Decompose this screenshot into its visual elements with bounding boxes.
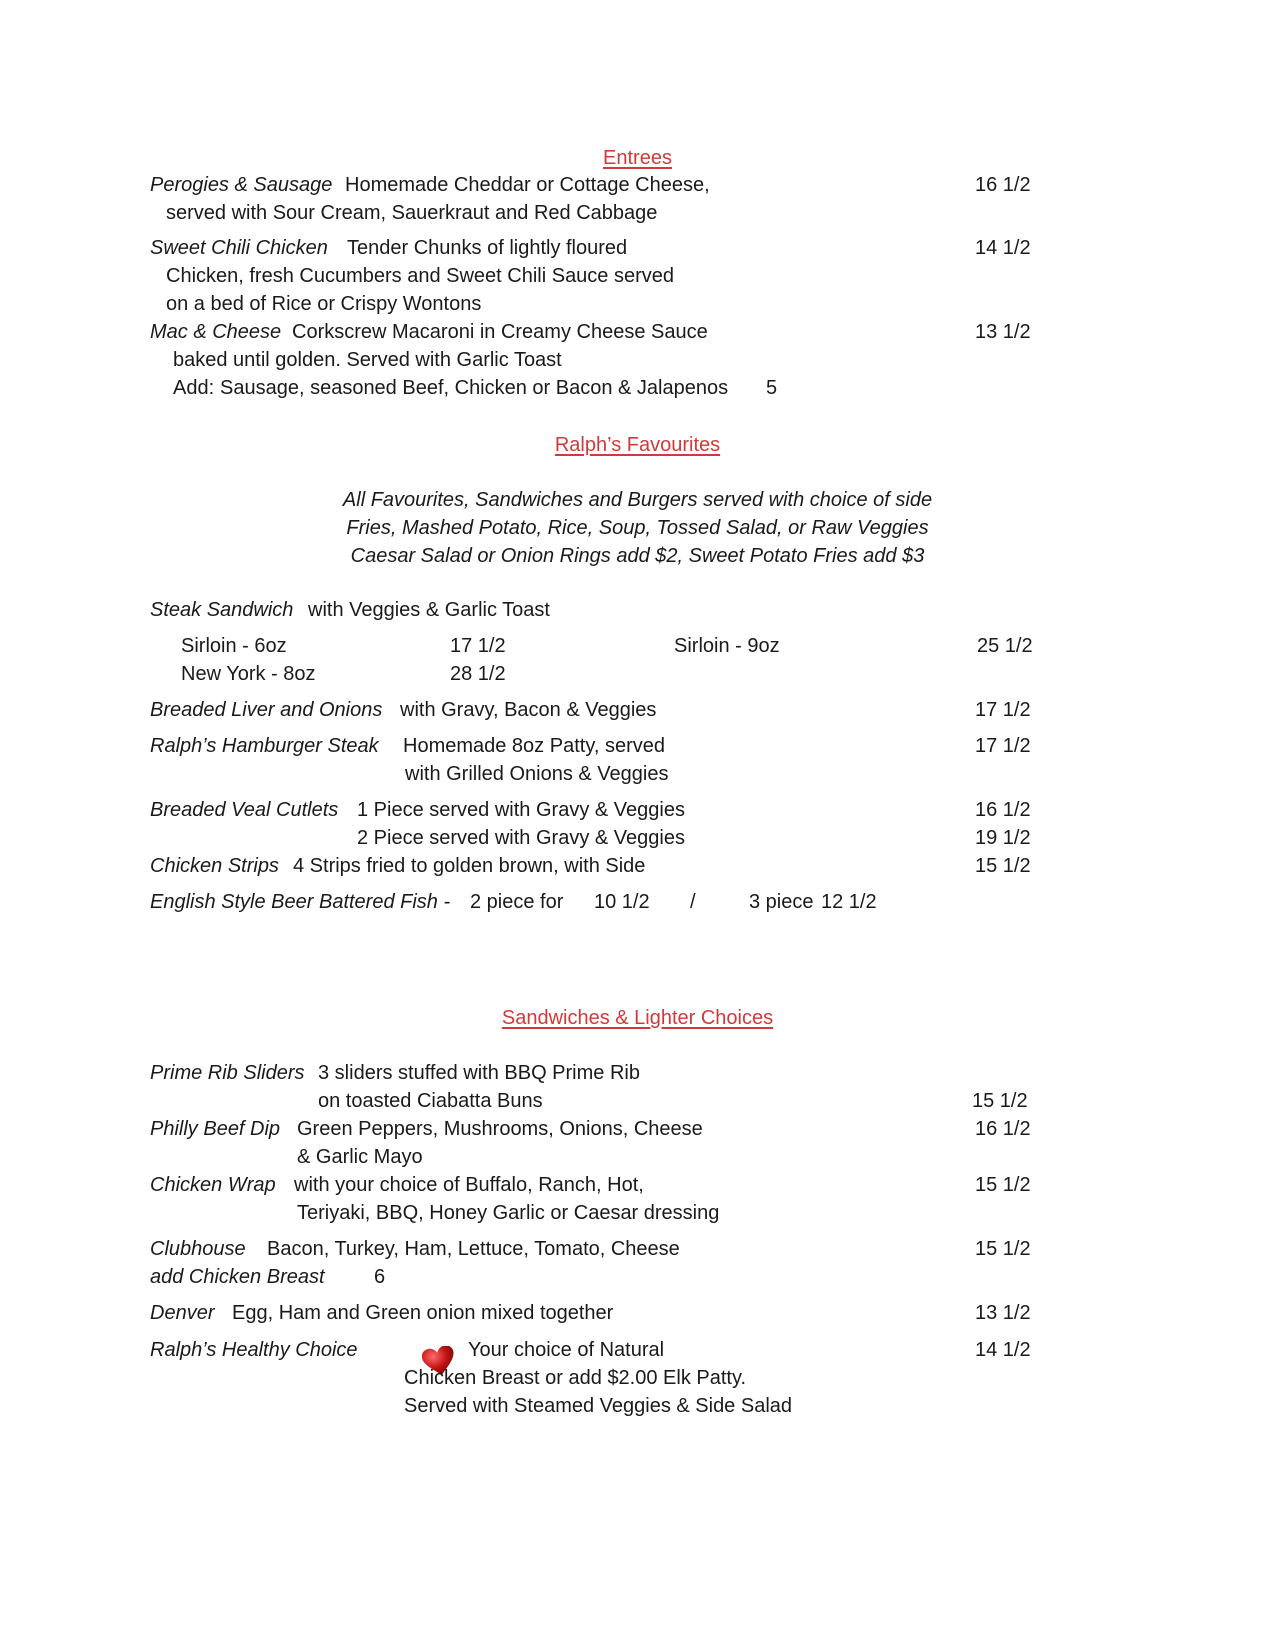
- item-desc: Corkscrew Macaroni in Creamy Cheese Sauce: [292, 321, 708, 343]
- item-name: English Style Beer Battered Fish -: [150, 891, 451, 913]
- item-price: 15 1/2: [975, 1174, 1031, 1196]
- section-heading-favourites: Ralph’s Favourites: [554, 434, 721, 456]
- item-price: 14 1/2: [975, 1339, 1031, 1361]
- item-desc: 2 Piece served with Gravy & Veggies: [357, 827, 685, 849]
- item-desc: with your choice of Buffalo, Ranch, Hot,: [294, 1174, 644, 1196]
- item-desc: 4 Strips fried to golden brown, with Side: [293, 855, 646, 877]
- item-desc: on a bed of Rice or Crispy Wontons: [166, 293, 482, 315]
- item-price: 13 1/2: [975, 321, 1031, 343]
- item-desc: Served with Steamed Veggies & Side Salad: [404, 1395, 793, 1417]
- item-price: 14 1/2: [975, 237, 1031, 259]
- item-desc: on toasted Ciabatta Buns: [318, 1090, 543, 1112]
- item-desc: & Garlic Mayo: [297, 1146, 423, 1168]
- item-price: 15 1/2: [975, 855, 1031, 877]
- item-price: 15 1/2: [975, 1238, 1031, 1260]
- item-name: Chicken Wrap: [150, 1174, 276, 1196]
- item-desc: baked until golden. Served with Garlic Toast: [173, 349, 562, 371]
- item-name: Breaded Veal Cutlets: [150, 799, 339, 821]
- item-desc: with Veggies & Garlic Toast: [308, 599, 550, 621]
- side-note: All Favourites, Sandwiches and Burgers served with choice of side: [342, 489, 933, 511]
- item-desc: Chicken, fresh Cucumbers and Sweet Chili Sauce served: [166, 265, 675, 287]
- item-name: Philly Beef Dip: [150, 1118, 281, 1140]
- add-on-price: 6: [374, 1266, 386, 1288]
- item-desc: Homemade 8oz Patty, served: [403, 735, 665, 757]
- item-name: Ralph’s Healthy Choice: [150, 1339, 358, 1361]
- add-on-text: Sausage, seasoned Beef, Chicken or Bacon & Jalapenos: [220, 377, 729, 399]
- item-price: 16 1/2: [975, 174, 1031, 196]
- steak-option-label: Sirloin - 9oz: [674, 635, 780, 657]
- item-price: 13 1/2: [975, 1302, 1031, 1324]
- fish-option-price: 10 1/2: [594, 891, 650, 913]
- item-desc: Tender Chunks of lightly floured: [347, 237, 628, 259]
- fish-separator: /: [690, 891, 696, 913]
- fish-option-label: 2 piece for: [470, 891, 564, 913]
- item-desc: Egg, Ham and Green onion mixed together: [232, 1302, 614, 1324]
- item-desc: Bacon, Turkey, Ham, Lettuce, Tomato, Cheese: [267, 1238, 680, 1260]
- steak-option-label: Sirloin - 6oz: [181, 635, 287, 657]
- item-name: Chicken Strips: [150, 855, 279, 877]
- add-on-label: Add:: [173, 377, 215, 399]
- item-desc: Your choice of Natural: [468, 1339, 665, 1361]
- steak-option-price: 28 1/2: [450, 663, 506, 685]
- side-note: Caesar Salad or Onion Rings add $2, Sweet Potato Fries add $3: [350, 545, 925, 567]
- side-note: Fries, Mashed Potato, Rice, Soup, Tossed Salad, or Raw Veggies: [346, 517, 929, 539]
- steak-option-price: 17 1/2: [450, 635, 506, 657]
- steak-option-label: New York - 8oz: [181, 663, 316, 685]
- item-name: Denver: [150, 1302, 215, 1324]
- item-desc: Green Peppers, Mushrooms, Onions, Cheese: [297, 1118, 703, 1140]
- section-heading-sandwiches: Sandwiches & Lighter Choices: [501, 1007, 774, 1029]
- item-name: Ralph’s Hamburger Steak: [150, 735, 379, 757]
- item-name: Breaded Liver and Onions: [150, 699, 383, 721]
- item-price: 17 1/2: [975, 699, 1031, 721]
- fish-option-label: 3 piece: [749, 891, 814, 913]
- add-on-price: 5: [766, 377, 778, 399]
- item-desc: 1 Piece served with Gravy & Veggies: [357, 799, 685, 821]
- item-name: Clubhouse: [150, 1238, 246, 1260]
- item-desc: with Gravy, Bacon & Veggies: [400, 699, 657, 721]
- section-heading-entrees: Entrees: [603, 147, 672, 169]
- fish-option-price: 12 1/2: [821, 891, 877, 913]
- item-desc: 3 sliders stuffed with BBQ Prime Rib: [318, 1062, 640, 1084]
- steak-option-price: 25 1/2: [977, 635, 1033, 657]
- item-name: Prime Rib Sliders: [150, 1062, 305, 1084]
- item-name: Sweet Chili Chicken: [150, 237, 328, 259]
- item-price: 16 1/2: [975, 799, 1031, 821]
- item-name: Mac & Cheese: [150, 321, 282, 343]
- item-name: Perogies & Sausage: [150, 174, 333, 196]
- item-desc: Chicken Breast or add $2.00 Elk Patty.: [404, 1367, 747, 1389]
- item-desc: served with Sour Cream, Sauerkraut and Red Cabbage: [166, 202, 658, 224]
- item-price: 16 1/2: [975, 1118, 1031, 1140]
- item-price: 17 1/2: [975, 735, 1031, 757]
- item-price: 15 1/2: [972, 1090, 1028, 1112]
- item-desc: Homemade Cheddar or Cottage Cheese,: [345, 174, 710, 196]
- add-on-label: add Chicken Breast: [150, 1266, 325, 1288]
- item-desc: Teriyaki, BBQ, Honey Garlic or Caesar dressing: [297, 1202, 720, 1224]
- item-desc: with Grilled Onions & Veggies: [405, 763, 669, 785]
- item-price: 19 1/2: [975, 827, 1031, 849]
- item-name: Steak Sandwich: [150, 599, 294, 621]
